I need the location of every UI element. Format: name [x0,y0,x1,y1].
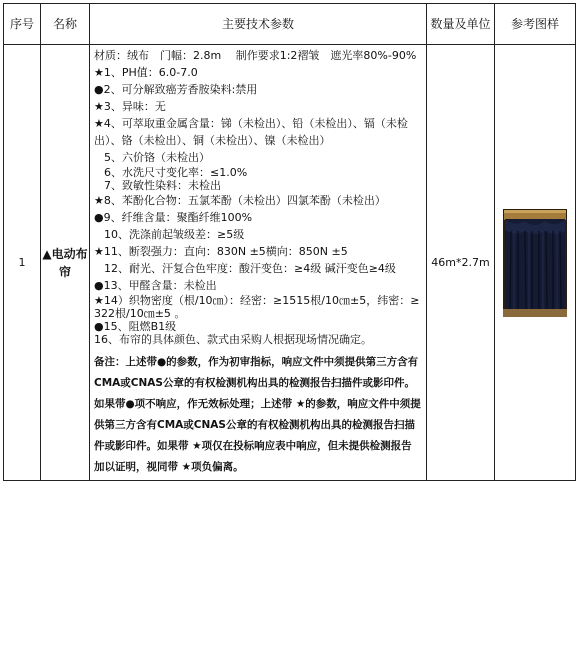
spec-line: ●9、纤维含量：聚酯纤维100% [94,211,253,224]
item-name: ▲电动布帘 [41,45,90,481]
spec-line: ★14）织物密度（根/10㎝）：经密：≥1515根/10㎝±5，纬密：≥322根/10㎝±5 。 [94,294,420,320]
spec-line: ★1、PH值：6.0-7.0 [94,66,198,79]
row-number: 1 [4,45,41,481]
spec-line: 7、致敏性染料：未检出 [104,179,221,192]
spec-line: ★8、苯酚化合物：五氯苯酚（未检出）四氯苯酚（未检出） [94,194,386,207]
spec-line: 10、洗涤前起皱级差：≥5级 [104,228,245,241]
spec-table [3,3,576,481]
table-row [4,45,576,481]
header-no: 序号 [4,4,41,45]
spec-line: 16、布帘的具体颜色、款式由采购人根据现场情况确定。 [94,333,372,346]
spec-line: ★3、异味：无 [94,100,166,113]
spec-line: 5、六价铬（未检出） [104,151,210,164]
header-qty: 数量及单位 [427,4,495,45]
spec-line: 6、水洗尺寸变化率：≤1.0% [104,166,248,179]
header-image: 参考图样 [495,4,576,45]
spec-cell [90,45,427,481]
spec-line: ●13、甲醛含量：未检出 [94,279,217,292]
reference-image-cell [495,45,576,481]
header-name: 名称 [41,4,90,45]
spec-line: 12、耐光、汗复合色牢度：酸汗变色：≥4级 碱汗变色≥4级 [104,262,396,275]
spec-line: ●2、可分解致癌芳香胺染料:禁用 [94,83,258,96]
header-row [4,4,576,45]
spec-line: 材质：绒布 门幅：2.8m 制作要求1:2褶皱 遮光率80%-90% [94,49,417,62]
spec-line: ★4、可萃取重金属含量：锑（未检出）、铅（未检出）、镉（未检出）、铬（未检出）、铜（未检出）、镍（未检出） [94,117,408,147]
spec-line: ●15、阻燃B1级 [94,320,177,333]
remark-note: 备注：上述带●的参数，作为初审指标，响应文件中须提供第三方含有CMA或CNAS公章的有权检测机构出具的检测报告扫描件或影印件。如果带●项不响应，作无效标处理；上述带 ★的参数，响应文件中须提供第三方含有CMA或CNAS公章的有权检测机构出具的检测报告扫描件或影印件。如果带 ★项仅在投标响应表中响应，但未提供检测报告加以证明，视同带 ★项负偏离。 [94,356,421,473]
quantity: 46m*2.7m [427,45,495,481]
spec-line: ★11、断裂强力：直向：830N ±5横向：850N ±5 [94,245,348,258]
header-spec: 主要技术参数 [90,4,427,45]
curtain-image [503,209,567,317]
